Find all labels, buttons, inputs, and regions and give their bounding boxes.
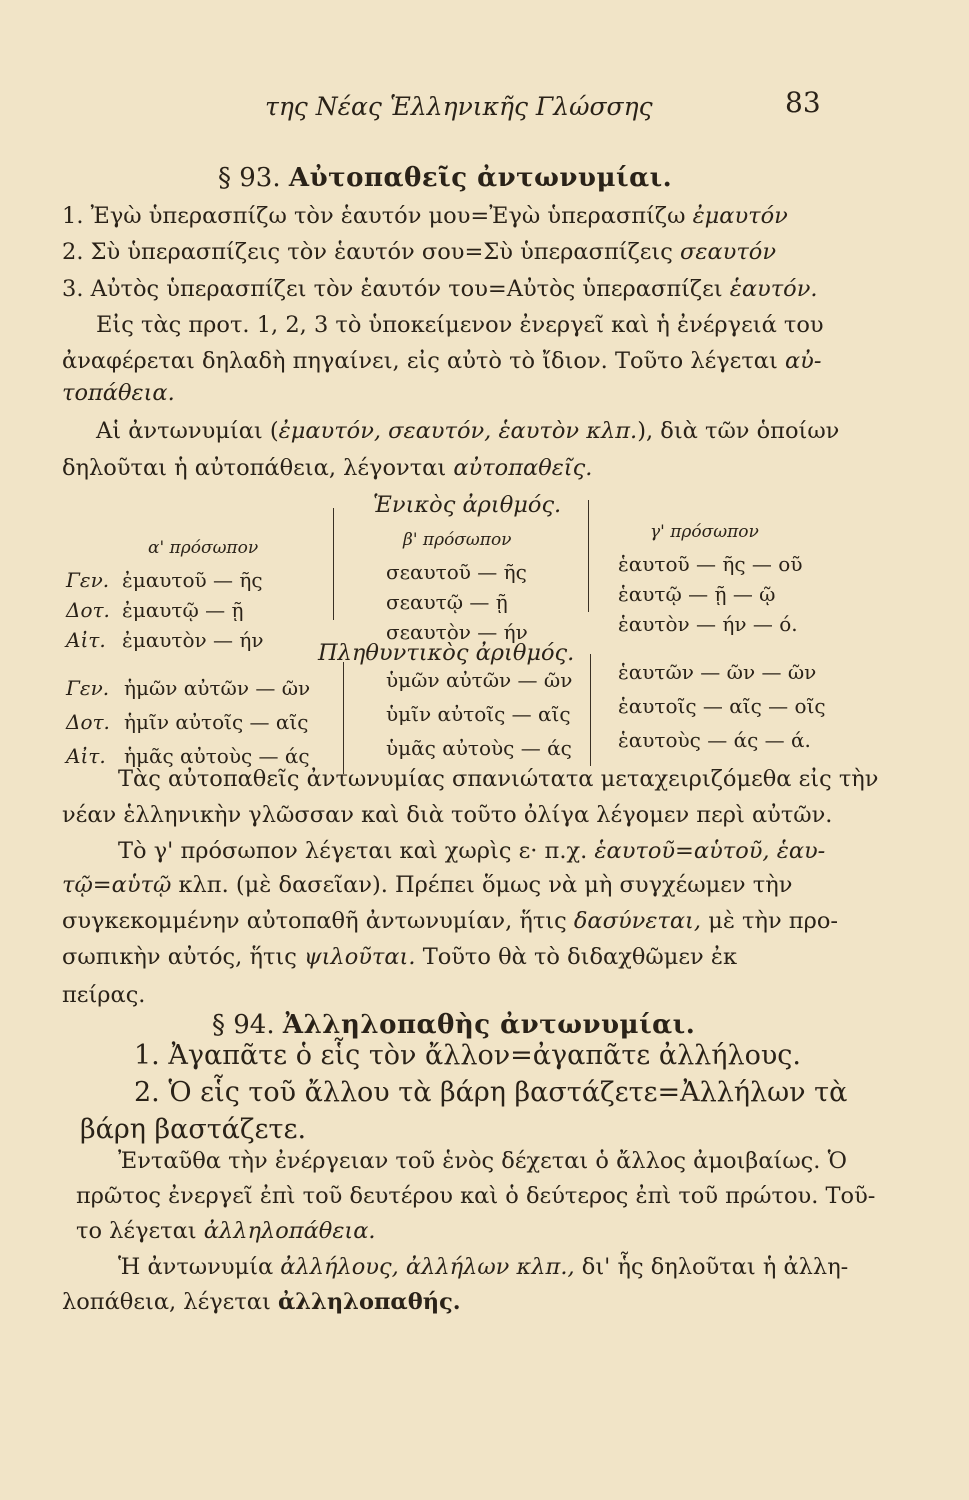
plural-divider-2: [590, 654, 591, 766]
s93-example-3-result: ἑαυτόν.: [729, 276, 818, 302]
page-number: 83: [785, 86, 821, 119]
s94-para1-line3-text: το λέγεται: [76, 1218, 197, 1244]
s93-para1-line2: [62, 348, 821, 374]
section-93-title: Αὐτοπαθεῖς ἀντωνυμίαι.: [288, 163, 673, 193]
section-94-title: Ἀλληλοπαθὴς ἀντωνυμίαι.: [282, 1010, 696, 1040]
s93-example-1-text: 1. Ἐγὼ ὑπερασπίζω τὸν ἑαυτόν μου=Ἐγὼ ὑπερασπίζω: [62, 203, 686, 229]
s93-para4-line4: [62, 944, 737, 970]
s94-para2-line1-text-b: δι' ἧς δηλοῦται ἡ ἀλλη-: [581, 1254, 849, 1280]
pl1-dat: ἡμῖν αὐτοῖς — αῖς: [124, 710, 309, 734]
running-title: της Νέας Ἑλληνικῆς Γλώσσης: [265, 92, 653, 121]
plural-case-dat: Δοτ.: [66, 710, 110, 734]
section-93-heading: [218, 163, 672, 193]
s93-example-1-result: ἐμαυτόν: [692, 203, 788, 229]
s93-para4-line3-text-b: μὲ τὴν προ-: [708, 908, 838, 934]
s93-example-3: [62, 276, 818, 302]
pl3-gen: ἑαυτῶν — ῶν — ῶν: [618, 660, 817, 684]
s93-para2-line2: [62, 455, 592, 481]
s93-example-3-text: 3. Αὐτὸς ὑπερασπίζει τὸν ἑαυτόν του=Αὐτὸς ὑπερασπίζει: [62, 276, 723, 302]
pl1-acc: ἡμᾶς αὐτοὺς — άς: [124, 744, 310, 768]
s93-para2-line2-text: δηλοῦται ἡ αὐτοπάθεια, λέγονται: [62, 455, 447, 481]
singular-case-acc: Αἰτ.: [66, 628, 106, 652]
s93-para4-line2: [62, 872, 792, 898]
section-94-heading: [212, 1010, 695, 1040]
singular-heading: Ἑνικὸς ἀριθμός.: [373, 492, 562, 518]
plural-heading: Πληθυντικὸς ἀριθμός.: [318, 640, 575, 666]
s94-para1-term: ἀλληλοπάθεια.: [203, 1218, 376, 1244]
s93-para1-line2-text: ἀναφέρεται δηλαδὴ πηγαίνει, εἰς αὐτὸ τὸ ἴδιον. Τοῦτο λέγεται: [62, 348, 778, 374]
pl3-dat: ἑαυτοῖς — αῖς — οῖς: [618, 694, 826, 718]
sg1-dat: ἐμαυτῷ — ῇ: [122, 598, 244, 622]
sg1-gen: ἐμαυτοῦ — ῆς: [122, 568, 263, 592]
s93-para1-term-start: αὐ-: [784, 348, 822, 374]
singular-divider-1: [333, 508, 334, 620]
second-person-heading: β' πρόσωπον: [403, 530, 512, 550]
s93-para4-line1: [118, 838, 825, 864]
sg3-gen: ἑαυτοῦ — ῆς — οῦ: [618, 552, 803, 576]
s94-para2-line2: [62, 1289, 461, 1315]
s93-para2-term: αὐτοπαθεῖς.: [453, 455, 593, 481]
s94-para2-line1: [118, 1254, 848, 1280]
first-person-heading: α' πρόσωπον: [148, 538, 259, 558]
s93-example-2: [62, 239, 776, 265]
s93-para1-line1: Εἰς τὰς προτ. 1, 2, 3 τὸ ὑποκείμενον ἐνεργεῖ καὶ ἡ ἐνέργειά του: [96, 312, 824, 338]
s93-para4-line4-text-b: Τοῦτο θὰ τὸ διδαχθῶμεν ἐκ: [422, 944, 737, 970]
s93-para4-line2-example: τῷ=αὑτῷ: [62, 872, 172, 898]
s93-para4-line1-text: Τὸ γ' πρόσωπον λέγεται καὶ χωρὶς ε· π.χ.: [118, 838, 588, 864]
sg2-gen: σεαυτοῦ — ῆς: [386, 560, 527, 584]
s93-para2-line1: [96, 418, 839, 444]
s94-para2-term: ἀλληλοπαθής.: [277, 1289, 461, 1315]
s93-para4-line3-text: συγκεκομμένην αὐτοπαθῆ ἀντωνυμίαν, ἥτις: [62, 908, 567, 934]
pl2-gen: ὑμῶν αὐτῶν — ῶν: [386, 668, 573, 692]
plural-case-acc: Αἰτ.: [66, 744, 106, 768]
pl2-dat: ὑμῖν αὐτοῖς — αῖς: [386, 702, 571, 726]
sg3-acc: ἑαυτὸν — ήν — ό.: [618, 612, 798, 636]
s93-para4-line4-term: ψιλοῦται.: [303, 944, 416, 970]
sg3-dat: ἑαυτῷ — ῇ — ῷ: [618, 582, 776, 606]
plural-case-gen: Γεν.: [66, 676, 110, 700]
s93-para4-line4-text: σωπικὴν αὐτός, ἥτις: [62, 944, 297, 970]
s94-para2-examples: ἀλλήλους, ἀλλήλων κλπ.,: [280, 1254, 575, 1280]
s93-para4-line5: πείρας.: [62, 982, 146, 1008]
s93-para4-line2-text: κλπ. (μὲ δασεῖαν). Πρέπει ὅμως νὰ μὴ συγχέωμεν τὴν: [178, 872, 793, 898]
pl1-gen: ἡμῶν αὐτῶν — ῶν: [124, 676, 311, 700]
s93-example-1: [62, 203, 788, 229]
pl3-acc: ἑαυτοὺς — άς — ά.: [618, 728, 811, 752]
s94-example-2-line2: βάρη βαστάζετε.: [80, 1114, 307, 1145]
sg2-dat: σεαυτῷ — ῇ: [386, 590, 508, 614]
s93-para3-line2: νέαν ἑλληνικὴν γλῶσσαν καὶ διὰ τοῦτο ὀλίγα λέγομεν περὶ αὐτῶν.: [62, 802, 833, 828]
sg2-acc: σεαυτὸν — ήν: [386, 620, 528, 644]
s93-para2-text-a: Αἱ ἀντωνυμίαι (: [96, 418, 279, 444]
s94-para1-line1: Ἐνταῦθα τὴν ἐνέργειαν τοῦ ἑνὸς δέχεται ὁ ἄλλος ἀμοιβαίως. Ὁ: [118, 1148, 847, 1174]
sg1-acc: ἐμαυτὸν — ήν: [122, 628, 264, 652]
plural-divider-1: [343, 662, 344, 774]
s93-para3-line1: Τὰς αὐτοπαθεῖς ἀντωνυμίας σπανιώτατα μεταχειριζόμεθα εἰς τὴν: [118, 766, 879, 792]
s93-example-2-text: 2. Σὺ ὑπερασπίζεις τὸν ἑαυτόν σου=Σὺ ὑπερασπίζεις: [62, 239, 673, 265]
s94-para1-line3: [76, 1218, 376, 1244]
s94-para2-line2-text: λοπάθεια, λέγεται: [62, 1289, 271, 1315]
s94-para1-line2: πρῶτος ἐνεργεῖ ἐπὶ τοῦ δευτέρου καὶ ὁ δεύτερος ἐπὶ τοῦ πρώτου. Τοῦ-: [76, 1183, 876, 1209]
section-94-number: § 94.: [212, 1010, 275, 1040]
s94-example-1: 1. Ἀγαπᾶτε ὁ εἷς τὸν ἄλλον=ἀγαπᾶτε ἀλλήλους.: [134, 1040, 801, 1071]
singular-case-gen: Γεν.: [66, 568, 110, 592]
s94-example-2-line1: 2. Ὁ εἷς τοῦ ἄλλου τὰ βάρη βαστάζετε=Ἀλλήλων τὰ: [134, 1077, 848, 1108]
s94-para2-line1-text: Ἡ ἀντωνυμία: [118, 1254, 274, 1280]
s93-para2-text-b: ), διὰ τῶν ὁποίων: [637, 418, 840, 444]
s93-example-2-result: σεαυτόν: [680, 239, 776, 265]
singular-divider-2: [588, 500, 589, 612]
s93-para4-line3-term: δασύνεται,: [573, 908, 702, 934]
pl2-acc: ὑμᾶς αὐτοὺς — άς: [386, 736, 572, 760]
s93-para2-examples: ἐμαυτόν, σεαυτόν, ἑαυτὸν κλπ.: [278, 418, 638, 444]
s93-para1-line3: τοπάθεια.: [62, 380, 175, 406]
third-person-heading: γ' πρόσωπον: [650, 522, 759, 542]
section-93-number: § 93.: [218, 163, 281, 193]
singular-case-dat: Δοτ.: [66, 598, 110, 622]
s93-para4-line1-example: ἑαυτοῦ=αὑτοῦ, ἑαυ-: [594, 838, 826, 864]
s93-para4-line3: [62, 908, 838, 934]
